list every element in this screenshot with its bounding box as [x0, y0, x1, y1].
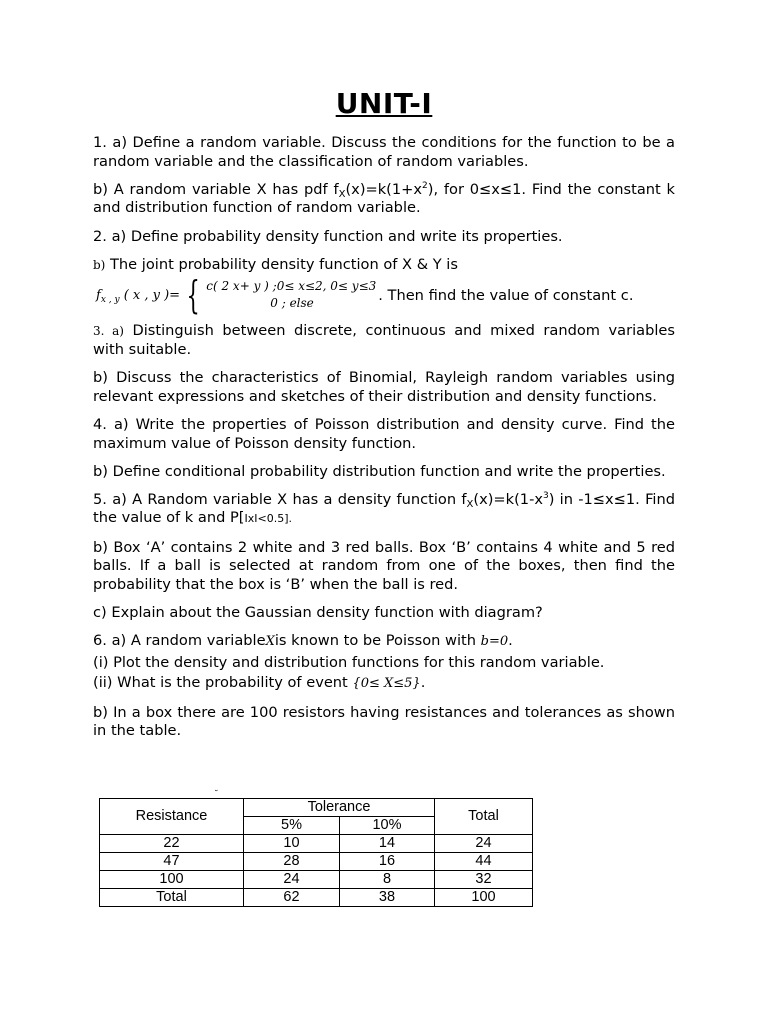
page-title: UNIT-I	[335, 87, 433, 120]
question-5b: b) Box ‘A’ contains 2 white and 3 red balls. Box ‘B’ contains 4 white and 5 red balls. If a ball is selected at random from one of the boxes, then find the probability that the box is ‘B’ when the ball is red.	[93, 538, 675, 593]
joint-pdf-formula	[96, 273, 675, 318]
question-5c: c) Explain about the Gaussian density function with diagram?	[93, 604, 543, 622]
table-cell: 28	[244, 853, 340, 871]
table-row	[100, 835, 533, 853]
question-4b: b) Define conditional probability distribution function and write the properties.	[93, 462, 666, 480]
document-page	[93, 86, 675, 750]
question-6a: 6. a) A random variableXis known to be Poisson with b=0.	[93, 632, 513, 650]
question-4a: 4. a) Write the properties of Poisson distribution and density curve. Find the maximum value of Poisson density function.	[93, 415, 675, 452]
resistor-table	[99, 798, 533, 907]
formula-lhs: $f_{x , y}$ ( x , y )=	[96, 287, 181, 305]
header-10-percent: 10%	[340, 817, 435, 835]
table-cell: 16	[340, 853, 435, 871]
table-cell: 10	[244, 835, 340, 853]
stray-mark: ˘	[214, 790, 219, 800]
table-cell: 14	[340, 835, 435, 853]
formula-tail: . Then find the value of constant c.	[378, 286, 634, 304]
question-2b: b) The joint probability density function of X & Y is	[93, 255, 458, 273]
header-resistance: Resistance	[100, 799, 244, 835]
table-cell: 24	[244, 871, 340, 889]
question-1a: 1. a) Define a random variable. Discuss the conditions for the function to be a random variable and the classification of random variables.	[93, 134, 675, 170]
table-cell: 62	[244, 889, 340, 907]
table-cell: 47	[100, 853, 244, 871]
table-cell: Total	[100, 889, 244, 907]
question-6a-i: (i) Plot the density and distribution functions for this random variable.	[93, 653, 605, 671]
table-row	[100, 871, 533, 889]
table-cell: 38	[340, 889, 435, 907]
question-6a-ii: (ii) What is the probability of event {0≤ X≤5}.	[93, 674, 426, 692]
table-row	[100, 853, 533, 871]
table-cell: 8	[340, 871, 435, 889]
question-3b: b) Discuss the characteristics of Binomial, Rayleigh random variables using relevant expressions and sketches of their distribution and density functions.	[93, 369, 675, 405]
table-cell: 100	[435, 889, 533, 907]
table-cell: 100	[100, 871, 244, 889]
formula-brace: {	[186, 273, 200, 318]
question-5a: 5. a) A Random variable X has a density function $f_X(x)=k(1-x^3)$ in -1≤x≤1. Find the value of k and P[IxI<0.5].	[93, 490, 675, 527]
table-cell: 44	[435, 853, 533, 871]
table-row	[100, 889, 533, 907]
formula-cases: c( 2 x+ y ) ;0≤ x≤2, 0≤ y≤3 0 ; else	[206, 279, 377, 311]
header-total: Total	[435, 799, 533, 835]
table-cell: 24	[435, 835, 533, 853]
header-5-percent: 5%	[244, 817, 340, 835]
table-cell: 32	[435, 871, 533, 889]
question-1b: b) A random variable X has pdf $f_X(x)=k(1+x^2)$, for 0≤x≤1. Find the constant k and distribution function of random variable.	[93, 180, 676, 217]
table-cell: 22	[100, 835, 244, 853]
question-3a: 3. a) Distinguish between discrete, continuous and mixed random variables with suitable.	[93, 322, 675, 358]
question-2a: 2. a) Define probability density function and write its properties.	[93, 227, 563, 245]
question-6b: b) In a box there are 100 resistors having resistances and tolerances as shown in the table.	[93, 703, 675, 740]
header-tolerance: Tolerance	[244, 799, 435, 817]
